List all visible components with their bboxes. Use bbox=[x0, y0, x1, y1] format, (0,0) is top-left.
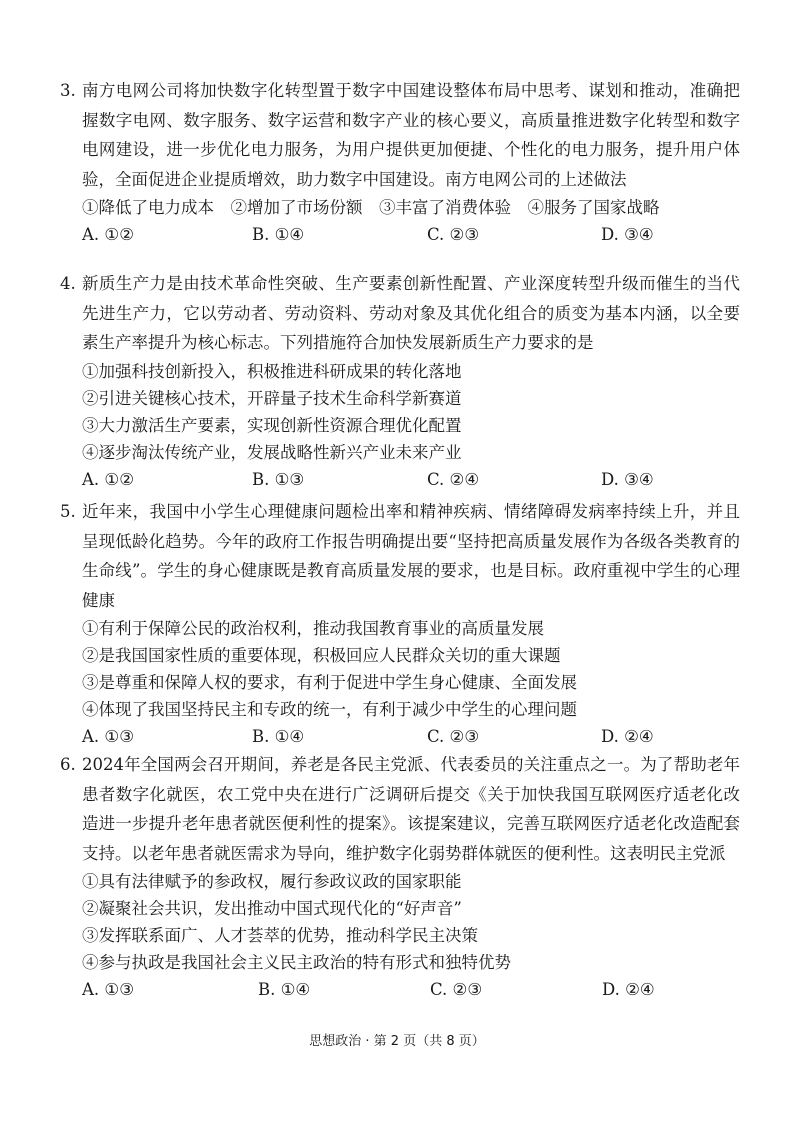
question-stem bbox=[60, 497, 740, 615]
answer-choices bbox=[60, 221, 740, 248]
question-number: 5. bbox=[60, 502, 76, 521]
question-stem bbox=[60, 76, 740, 194]
choice-a: A. ①③ bbox=[82, 727, 134, 746]
question-stem bbox=[60, 269, 740, 358]
question-text: 2024年全国两会召开期间，养老是各民主党派、代表委员的关注重点之一。为了帮助老年患者数字化就医，农工党中央在进行广泛调研后提交《关于加快我国互联网医疗适老化改造进一步提升老年患者就医便利性的提案》。该提案建议，完善互联网医疗适老化改造配套支持。以老年患者就医需求为导向，维护数字化弱势群体就医的便利性。这表明民主党派 bbox=[82, 755, 740, 863]
answer-choices bbox=[60, 723, 740, 750]
question-number: 3. bbox=[60, 81, 76, 100]
choice-b: B. ①④ bbox=[252, 727, 305, 746]
choice-a: A. ①② bbox=[82, 225, 134, 244]
choice-c: C. ②③ bbox=[430, 980, 483, 999]
question-6 bbox=[60, 750, 740, 1003]
option-3: ③大力激活生产要素，实现创新性资源合理优化配置 bbox=[82, 415, 462, 435]
choice-b: B. ①④ bbox=[258, 980, 311, 999]
option-1: ①加强科技创新投入，积极推进科研成果的转化落地 bbox=[82, 361, 462, 381]
option-4: ④参与执政是我国社会主义民主政治的特有形式和独特优势 bbox=[82, 953, 511, 972]
choice-d: D. ③④ bbox=[601, 225, 654, 244]
option-3: ③发挥联系面广、人才荟萃的优势，推动科学民主决策 bbox=[82, 926, 478, 945]
option-2: ②引进关键核心技术，开辟量子技术生命科学新赛道 bbox=[82, 388, 462, 408]
question-stem bbox=[60, 750, 740, 868]
choice-b: B. ①③ bbox=[252, 469, 305, 489]
option-2: ②是我国国家性质的重要体现，积极回应人民群众关切的重大课题 bbox=[82, 646, 561, 665]
option-4: ④逐步淘汰传统产业，发展战略性新兴产业未来产业 bbox=[82, 442, 462, 462]
option-3: ③是尊重和保障人权的要求，有利于促进中学生身心健康、全面发展 bbox=[82, 673, 577, 692]
option-1: ①有利于保障公民的政治权利，推动我国教育事业的高质量发展 bbox=[82, 619, 544, 638]
option-1: ①具有法律赋予的参政权，履行参政议政的国家职能 bbox=[82, 872, 462, 891]
choice-d: D. ②④ bbox=[602, 980, 655, 999]
choice-b: B. ①④ bbox=[252, 225, 305, 244]
answer-choices bbox=[60, 466, 740, 493]
page-footer: 思想政治 · 第 2 页（共 8 页） bbox=[309, 1034, 485, 1049]
option-4: ④体现了我国坚持民主和专政的统一，有利于减少中学生的心理问题 bbox=[82, 700, 577, 719]
question-5 bbox=[60, 497, 740, 750]
choice-d: D. ②④ bbox=[601, 727, 654, 746]
choice-a: A. ①② bbox=[82, 469, 134, 489]
choice-a: A. ①③ bbox=[82, 980, 134, 999]
answer-choices bbox=[60, 976, 740, 1003]
question-text: 南方电网公司将加快数字化转型置于数字中国建设整体布局中思考、谋划和推动，准确把握数字电网、数字服务、数字运营和数字产业的核心要义，高质量推进数字化转型和数字电网建设，进一步优化电力服务，为用户提供更加便捷、个性化的电力服务，提升用户体验，全面促进企业提质增效，助力数字中国建设。南方电网公司的上述做法 bbox=[82, 81, 740, 189]
choice-d: D. ③④ bbox=[601, 469, 654, 489]
choice-c: C. ②④ bbox=[427, 469, 480, 489]
question-number: 4. bbox=[60, 274, 76, 293]
question-text: 新质生产力是由技术革命性突破、生产要素创新性配置、产业深度转型升级而催生的当代先进生产力，它以劳动者、劳动资料、劳动对象及其优化组合的质变为基本内涵，以全要素生产率提升为核心标志。下列措施符合加快发展新质生产力要求的是 bbox=[82, 274, 740, 352]
question-3 bbox=[60, 76, 740, 248]
choice-c: C. ②③ bbox=[427, 727, 480, 746]
option-list-inline: ①降低了电力成本 ②增加了市场份额 ③丰富了消费体验 ④服务了国家战略 bbox=[82, 198, 660, 217]
question-number: 6. bbox=[60, 755, 76, 774]
choice-c: C. ②③ bbox=[427, 225, 480, 244]
question-4 bbox=[60, 269, 740, 493]
option-2: ②凝聚社会共识，发出推动中国式现代化的“好声音” bbox=[82, 899, 462, 918]
question-text: 近年来，我国中小学生心理健康问题检出率和精神疾病、情绪障碍发病率持续上升，并且呈现低龄化趋势。今年的政府工作报告明确提出要“坚持把高质量发展作为各级各类教育的生命线”。学生的身心健康既是教育高质量发展的要求，也是目标。政府重视中学生的心理健康 bbox=[82, 502, 740, 610]
